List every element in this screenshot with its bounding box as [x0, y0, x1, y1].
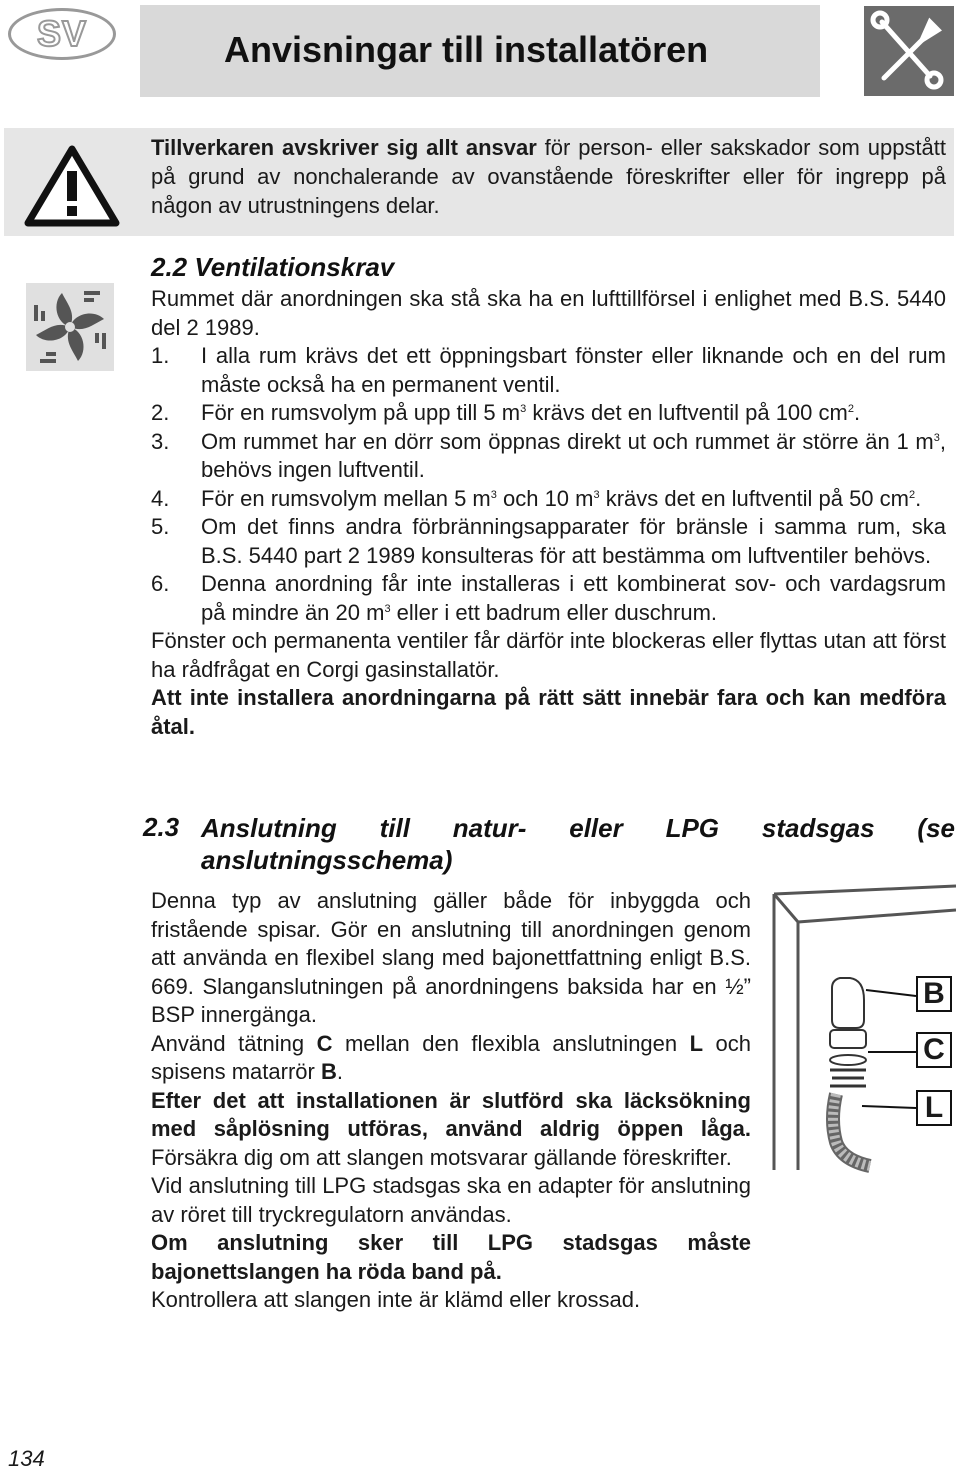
- ventilation-section: [151, 252, 946, 741]
- connection-heading-num: 2.3: [143, 812, 180, 842]
- connection-body: [151, 887, 751, 1315]
- title-bar: [140, 5, 820, 97]
- ventilation-after: Fönster och permanenta ventiler får därför inte blockeras eller flyttas utan att först ha rådfrågat en Corgi gasinstallatör.: [151, 628, 946, 682]
- list-item: 2. För en rumsvolym på upp till 5 $m^3$ krävs det en luftventil på 100 $cm^2$.: [151, 400, 861, 425]
- connection-diagram: [770, 880, 956, 1175]
- warning-triangle-icon: [22, 143, 122, 234]
- ventilation-heading: [151, 252, 946, 283]
- label-c: C: [916, 1032, 952, 1068]
- liability-bold: Tillverkaren avskriver sig allt ansvar: [151, 135, 537, 160]
- fan-icon: [26, 283, 114, 371]
- page-number: 134: [8, 1446, 45, 1471]
- connection-p2: Använd tätning C mellan den flexibla anslutningen L och spisens matarrör B.: [151, 1030, 751, 1084]
- list-item: 4. För en rumsvolym mellan 5 $m^3$ och 10 $m^3$ krävs det en luftventil på 50 $cm^2$.: [151, 485, 922, 511]
- page-title: Anvisningar till installatören: [224, 29, 709, 70]
- ventilation-warning: Att inte installera anordningarna på rätt sätt innebär fara och kan medföra åtal.: [151, 685, 946, 739]
- list-item: 1. I alla rum krävs det ett öppningsbart fönster eller liknande och en del rum måste också ha en permanent ventil.: [151, 343, 946, 397]
- connection-p6: Kontrollera att slangen inte är klämd eller krossad.: [151, 1287, 641, 1312]
- connection-p1: Denna typ av anslutning gäller både för inbyggda och fristående spisar. Gör en anslutning till anordningen genom att använda en flexibel slang med bajonettfattning enligt B.S. 669. Slanganslutningen på anordningens baksida har en ½” BSP innergänga.: [151, 888, 751, 1027]
- label-l: L: [916, 1090, 952, 1126]
- liability-rest: för person- eller sakskador som uppstått på grund av nonchalerande av ovanstående föreskrifter eller för ingrepp på någon av utrustningens delar.: [151, 135, 947, 218]
- list-item: 5. Om det finns andra förbränningsapparater för bränsle i samma rum, ska B.S. 5440 part 2 1989 konsulteras för att bestämma om luftventiler behövs.: [151, 514, 946, 568]
- ventilation-heading-text: Ventilationskrav: [187, 252, 395, 282]
- hose-illustration: [770, 880, 956, 1175]
- connection-p4: Vid anslutning till LPG stadsgas ska en adapter för anslutning av röret till tryckregulatorn användas.: [151, 1173, 751, 1227]
- connection-heading: [143, 812, 955, 876]
- connection-heading-text: Anslutning till natur- eller LPG stadsgas (se anslutningsschema): [201, 813, 955, 875]
- list-item: 6. Denna anordning får inte installeras i ett kombinerat sov- och vardagsrum på mindre än 20 $m^3$ eller i ett badrum eller duschrum.: [151, 571, 946, 625]
- ventilation-heading-num: 2.2: [151, 252, 188, 282]
- connection-p3: Efter det att installationen är slutförd ska läcksökning med såplösning utföras, använd aldrig öppen låga. Försäkra dig om att slangen motsvarar gällande föreskrifter.: [151, 1087, 751, 1170]
- list-item: 3. Om rummet har en dörr som öppnas direkt ut och rummet är större än 1 $m^3$, behövs ingen luftventil.: [151, 428, 946, 482]
- tools-icon: [864, 6, 954, 96]
- label-b: B: [916, 976, 952, 1012]
- connection-p5: Om anslutning sker till LPG stadsgas måste bajonettslangen ha röda band på.: [151, 1230, 751, 1284]
- language-badge: [8, 8, 116, 60]
- ventilation-intro: Rummet där anordningen ska stå ska ha en lufttillförsel i enlighet med B.S. 5440 del 2 1989.: [151, 286, 946, 340]
- language-code: SV: [36, 13, 88, 54]
- liability-warning: [151, 133, 946, 220]
